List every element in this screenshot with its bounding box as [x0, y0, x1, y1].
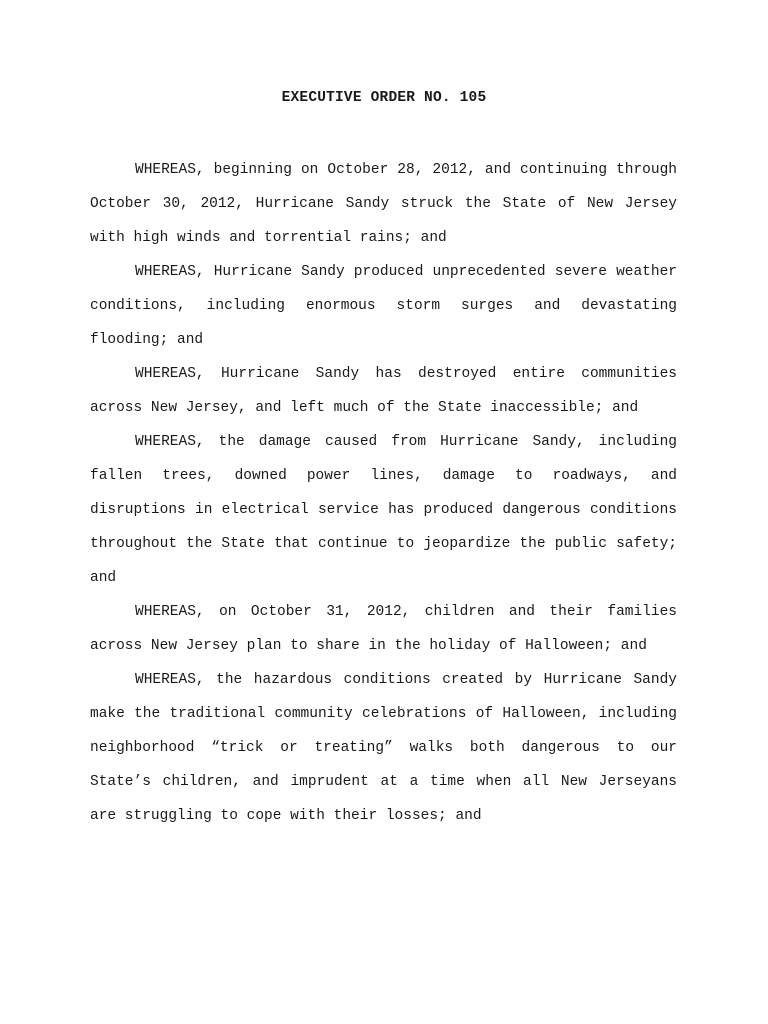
document-title: EXECUTIVE ORDER NO. 105 [281, 90, 487, 106]
whereas-paragraph-6: WHEREAS, the hazardous conditions created by Hurricane Sandy make the traditional community celebrations of Halloween, including neighborhood “trick or treating” walks both dangerous to our State’s children, and imprudent at a time when all New Jerseyans are struggling to cope with their losses; and [90, 672, 677, 824]
whereas-paragraph-2: WHEREAS, Hurricane Sandy produced unprecedented severe weather conditions, including enormous storm surges and devastating flooding; and [90, 264, 677, 348]
whereas-paragraph-1: WHEREAS, beginning on October 28, 2012, and continuing through October 30, 2012, Hurricane Sandy struck the State of New Jersey with high winds and torrential rains; and [90, 162, 677, 246]
whereas-paragraph-3: WHEREAS, Hurricane Sandy has destroyed entire communities across New Jersey, and left much of the State inaccessible; and [90, 366, 677, 416]
document-body [90, 153, 677, 833]
whereas-paragraph-5: WHEREAS, on October 31, 2012, children and their families across New Jersey plan to share in the holiday of Halloween; and [90, 604, 677, 654]
whereas-paragraph-4: WHEREAS, the damage caused from Hurricane Sandy, including fallen trees, downed power lines, damage to roadways, and disruptions in electrical service has produced dangerous conditions throughout the State that continue to jeopardize the public safety; and [90, 434, 677, 586]
